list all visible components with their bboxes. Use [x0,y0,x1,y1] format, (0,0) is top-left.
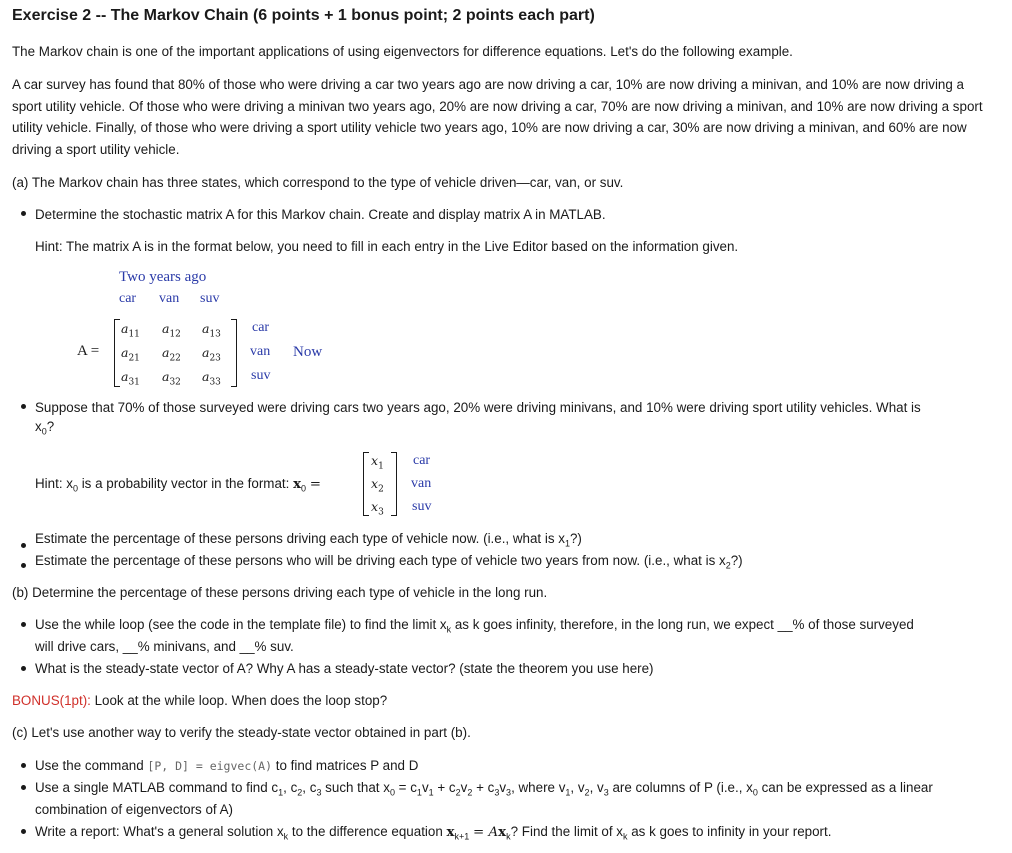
two-years-ago-label: Two years ago [119,269,207,285]
bullet-dot [21,829,26,834]
intro-text: The Markov chain is one of the important applications of using eigenvectors for difference equations. Let's do the following example. [12,44,793,59]
matrix-lhs: A = [77,343,100,359]
matrix-entry: $a_{23}$ [202,345,221,364]
now-label: Now [293,344,323,360]
bullet-dot [21,785,26,790]
bullet-dot [21,543,26,548]
bullet-dot [21,563,26,568]
part-b-bullet-1: Use the while loop (see the code in the template file) to find the limit $x_k$ as k goes infinity, therefore, in the long run, we expect __% of those surveyed [35,617,914,635]
matrix-left-bracket [114,319,120,387]
part-a-bullet-2: Suppose that 70% of those surveyed were driving cars two years ago, 20% were driving minivans, and 10% were driving sport utility vehicles. What is [35,400,921,415]
part-c-bullet-2-cont: combination of eigenvectors of A) [35,802,233,817]
matlab-command: [P, D] = eigvec(A) [147,759,273,773]
bonus-line [12,690,387,711]
matrix-entry: $a_{21}$ [121,345,140,364]
bullet-dot [21,622,26,627]
row-label-car: car [252,320,270,335]
part-a-bullet-3: Estimate the percentage of these persons driving each type of vehicle now. (i.e., what is $x_1$?) [35,531,582,549]
vector-right-bracket [391,452,397,516]
bullet-dot [21,211,26,216]
vector-entry: $x_1$ [371,453,384,472]
part-a-heading: (a) The Markov chain has three states, which correspond to the type of vehicle driven—car, van, or suv. [12,175,624,190]
matrix-entry: $a_{13}$ [202,321,221,340]
part-b-bullet-2: What is the steady-state vector of A? Why A has a steady-state vector? (state the theorem you use here) [35,661,654,676]
vector-label-car: car [413,453,431,468]
vector-entry: $x_3$ [371,499,384,518]
part-c-heading: (c) Let's use another way to verify the steady-state vector obtained in part (b). [12,725,471,740]
part-c-bullet-1: Use the command [P, D] = eigvec(A) to find matrices P and D [35,758,419,773]
vector-left-bracket [363,452,369,516]
exercise-title: Exercise 2 -- The Markov Chain (6 points + 1 bonus point; 2 points each part) [12,7,595,24]
part-a-hint-2: Hint: $x_0$ is a probability vector in the format: $x_0$ = [35,476,322,494]
vector-label-van: van [411,476,432,491]
matrix-entry: $a_{22}$ [162,345,181,364]
matrix-entry: $a_{31}$ [121,369,140,388]
bullet-dot [21,404,26,409]
vector-label-suv: suv [412,499,432,514]
part-a-hint-1: Hint: The matrix A is in the format below, you need to fill in each entry in the Live Editor based on the information given. [35,239,739,254]
col-label-van: van [159,291,180,306]
bonus-label: BONUS(1pt): [12,693,91,708]
matrix-entry: $a_{32}$ [162,369,181,388]
bullet-dot [21,763,26,768]
survey-text: A car survey has found that 80% of those who were driving a car two years ago are now driving a car, 10% are now driving a minivan, and 10% are now driving a sport utility vehicle. Of those who were driving a minivan two years ago, 20% are now driving a car, 70% are now driving a minivan, and 10% are now driving a sport utility vehicle. Finally, of those who were driving a sport utility vehicle two years ago, 10% are now driving a car, 30% are now driving a minivan, and 60% are now driving a sport utility vehicle. [12,77,983,158]
part-a-bullet-4: Estimate the percentage of these persons who will be driving each type of vehicle two years from now. (i.e., what is $x_2$?) [35,553,743,571]
col-label-suv: suv [200,291,220,306]
bullet-dot [21,666,26,671]
matrix-entry: $a_{33}$ [202,369,221,388]
part-b-heading: (b) Determine the percentage of these persons driving each type of vehicle in the long run. [12,585,548,600]
matrix-right-bracket [231,319,237,387]
part-c-bullet-3: Write a report: What's a general solution $x_k$ to the difference equation $x_{k+1} = Ax_k$? Find the limit of $x_k$ as k goes to infinity in your report. [35,824,832,842]
row-label-van: van [250,344,271,359]
part-a-bullet-1: Determine the stochastic matrix A for this Markov chain. Create and display matrix A in MATLAB. [35,207,606,222]
row-label-suv: suv [251,368,271,383]
matrix-entry: $a_{12}$ [162,321,181,340]
part-a-bullet-2-cont: $x_0$? [35,419,55,437]
matrix-entry: $a_{11}$ [121,321,140,340]
vector-entry: $x_2$ [371,476,384,495]
bonus-text: Look at the while loop. When does the loop stop? [90,693,388,708]
part-b-bullet-1-cont: will drive cars, __% minivans, and __% suv. [35,639,294,654]
part-c-bullet-2: Use a single MATLAB command to find $c_1$, $c_2$, $c_3$ such that $x_0 = c_1v_1 + c_2v_2 + c_3v_3$, where $v_1$, $v_2$, $v_3$ are columns of P (i.e., $x_0$ can be expressed as a linear [35,780,933,798]
col-label-car: car [119,291,137,306]
